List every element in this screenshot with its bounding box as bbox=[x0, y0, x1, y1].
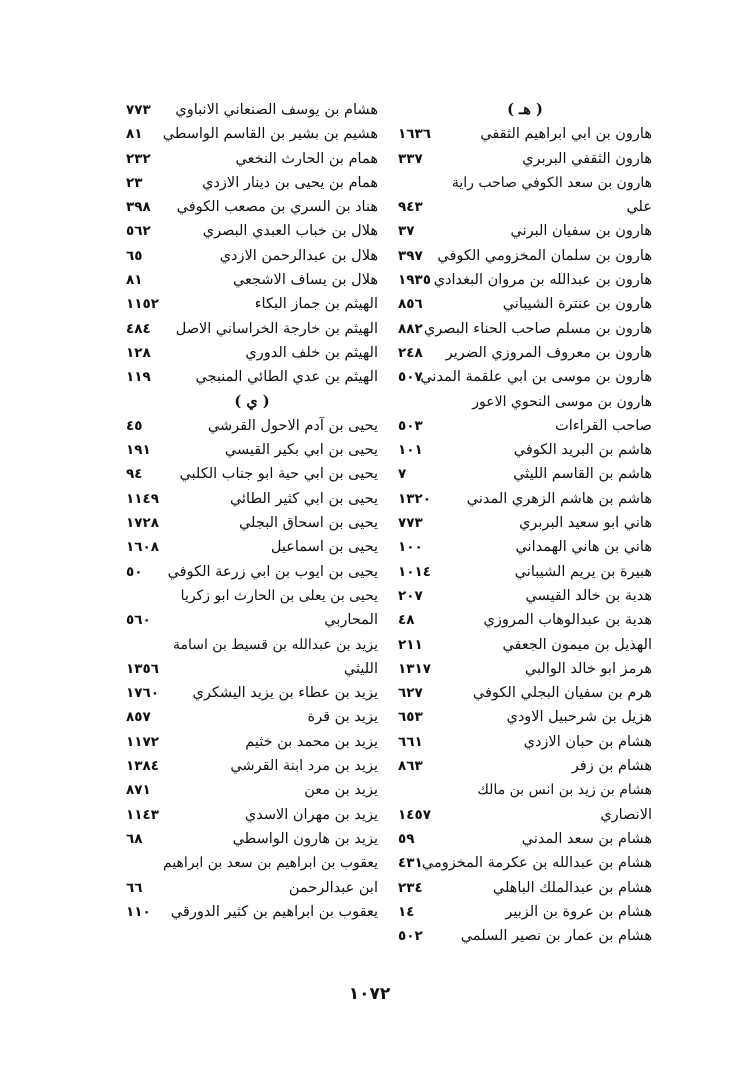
index-column-right bbox=[398, 98, 652, 948]
entry-name: همام بن الحارث النخعي bbox=[235, 150, 378, 167]
entry-number: ٧ bbox=[398, 466, 407, 483]
entry-name: يحيى بن اسحاق البجلي bbox=[238, 515, 378, 532]
index-entry bbox=[126, 438, 378, 462]
index-entry bbox=[398, 341, 652, 365]
entry-number: ٦٥ bbox=[126, 247, 143, 264]
entry-number: ٤٨٤ bbox=[126, 320, 151, 337]
entry-name: الهيثم بن جماز البكاء bbox=[254, 296, 378, 313]
entry-name: يزيد بن عبدالله بن قسيط بن اسامة bbox=[172, 636, 378, 653]
entry-number: ٥٠٢ bbox=[398, 928, 423, 945]
entry-number: ١٦٠٨ bbox=[126, 539, 159, 556]
entry-name: هارون بن سعد الكوفي صاحب راية bbox=[451, 174, 652, 191]
entry-name: هرم بن سفيان البجلي الكوفي bbox=[472, 685, 652, 702]
entry-name: يحيى بن ابي كثير الطائي bbox=[229, 490, 378, 507]
index-entry bbox=[126, 147, 378, 171]
section-letter: ( هـ ) bbox=[507, 101, 543, 118]
entry-name: هشام بن يوسف الصنعاني الانباوي bbox=[175, 102, 378, 118]
index-entry bbox=[126, 487, 378, 511]
entry-number: ١١٩ bbox=[126, 369, 151, 386]
index-entry bbox=[398, 778, 652, 802]
entry-number: ١٩١ bbox=[126, 442, 151, 459]
index-entry bbox=[126, 511, 378, 535]
entry-name: يحيى بن آدم الاحول القرشي bbox=[207, 417, 378, 434]
entry-name: الهيثم بن عدي الطائي المنبجي bbox=[195, 369, 378, 386]
entry-name: يزيد بن معن bbox=[304, 782, 378, 799]
entry-name: هشيم بن بشير بن القاسم الواسطي bbox=[162, 126, 378, 143]
entry-number: ٨١ bbox=[126, 126, 143, 143]
entry-number: ٤٨ bbox=[398, 612, 415, 629]
index-entry bbox=[126, 219, 378, 243]
entry-name: هاني ابو سعيد البربري bbox=[519, 515, 652, 532]
entry-name: هدبة بن خالد القيسي bbox=[525, 587, 652, 604]
section-letter: ( ي ) bbox=[234, 392, 270, 410]
index-entry bbox=[398, 195, 652, 219]
index-entry bbox=[398, 171, 652, 195]
index-entry bbox=[126, 365, 378, 389]
entry-name: يحيى بن ابي حية ابو جناب الكلبي bbox=[179, 466, 378, 483]
entry-name: هارون الثقفي البربري bbox=[522, 150, 652, 167]
index-entry bbox=[398, 535, 652, 559]
entry-name: هارون بن سلمان المخزومي الكوفي bbox=[437, 247, 652, 264]
entry-name: هاشم بن القاسم الليثي bbox=[513, 466, 652, 483]
entry-number: ٢٣ bbox=[126, 174, 143, 191]
index-entry bbox=[126, 900, 378, 924]
entry-name: هلال بن عبدالرحمن الازدي bbox=[219, 247, 378, 264]
entry-number: ٨٥٦ bbox=[398, 296, 423, 313]
index-entry bbox=[126, 462, 378, 486]
index-entry bbox=[398, 803, 652, 827]
index-entry bbox=[398, 584, 652, 608]
index-entry bbox=[126, 560, 378, 584]
entry-name: هناد بن السري بن مصعب الكوفي bbox=[176, 199, 378, 216]
index-entry bbox=[126, 876, 378, 900]
index-entry bbox=[126, 827, 378, 851]
index-entry bbox=[398, 924, 652, 948]
index-entry bbox=[126, 657, 378, 681]
entry-name: المحاربي bbox=[324, 612, 378, 629]
entry-number: ١٣١٧ bbox=[398, 660, 431, 677]
entry-name: هبيرة بن يريم الشيباني bbox=[514, 563, 652, 580]
entry-number: ٨٨٢ bbox=[398, 320, 423, 337]
entry-number: ١٣٢٠ bbox=[398, 490, 431, 507]
entry-number: ٢٠٧ bbox=[398, 587, 423, 604]
index-entry bbox=[126, 122, 378, 146]
entry-number: ١١٤٣ bbox=[126, 806, 159, 823]
index-entry bbox=[398, 511, 652, 535]
index-entry bbox=[126, 803, 378, 827]
entry-number: ٨٥٧ bbox=[126, 709, 151, 726]
index-entry bbox=[126, 681, 378, 705]
index-entry bbox=[398, 705, 652, 729]
entry-name: هارون بن سفيان البرني bbox=[510, 223, 652, 240]
entry-name: هزيل بن شرحبيل الاودي bbox=[506, 709, 652, 726]
entry-name: هارون بن عبدالله بن مروان البغدادي bbox=[433, 272, 652, 289]
entry-name: هشام بن عبدالله بن عكرمة المخزومي bbox=[421, 855, 652, 872]
index-entry bbox=[398, 219, 652, 243]
entry-name: الانصاري bbox=[600, 806, 652, 823]
index-entry bbox=[398, 390, 652, 414]
index-entry bbox=[398, 754, 652, 778]
entry-number: ١٣٨٤ bbox=[126, 758, 159, 775]
entry-number: ١٠٠ bbox=[398, 539, 423, 556]
entry-name: هاني بن هاني الهمداني bbox=[515, 539, 652, 556]
entry-number: ١٧٦٠ bbox=[126, 685, 159, 702]
entry-name: هاشم بن هاشم الزهري المدني bbox=[466, 490, 652, 507]
entry-number: ١١٧٢ bbox=[126, 733, 159, 750]
entry-number: ٢٤٨ bbox=[398, 344, 423, 361]
entry-name: يحيى بن ايوب بن ابي زرعة الكوفي bbox=[167, 563, 378, 580]
entry-name: يزيد بن قرة bbox=[307, 709, 378, 726]
index-entry bbox=[126, 584, 378, 608]
entry-number: ٦٥٣ bbox=[398, 709, 423, 726]
index-entry bbox=[398, 657, 652, 681]
entry-name: هاشم بن البريد الكوفي bbox=[513, 442, 652, 459]
entry-number: ٢٣٢ bbox=[126, 150, 151, 167]
entry-number: ٥٦٢ bbox=[126, 223, 151, 240]
entry-name: هشام بن سعد المدني bbox=[521, 830, 652, 847]
entry-name: هارون بن عنترة الشيباني bbox=[502, 296, 652, 313]
entry-name: هشام بن عمار بن نصير السلمي bbox=[460, 928, 652, 945]
entry-name: هارون بن مسلم صاحب الحناء البصري bbox=[423, 320, 652, 337]
index-entry bbox=[126, 754, 378, 778]
entry-number: ٩٤٣ bbox=[398, 199, 423, 216]
entry-name: هارون بن موسى النحوي الاعور bbox=[472, 393, 652, 410]
entry-name: الليثي bbox=[343, 660, 378, 677]
entry-number: ١٠١٤ bbox=[398, 563, 431, 580]
entry-name: هشام بن زيد بن انس بن مالك bbox=[477, 782, 652, 799]
entry-number: ٣٩٨ bbox=[126, 199, 151, 216]
index-column-left bbox=[126, 98, 378, 924]
index-entry bbox=[126, 778, 378, 802]
entry-number: ١١٥٢ bbox=[126, 296, 159, 313]
entry-number: ٢١١ bbox=[398, 636, 423, 653]
entry-number: ٥٠٣ bbox=[398, 417, 423, 434]
index-entry bbox=[398, 608, 652, 632]
entry-name: يزيد بن عطاء بن يزيد اليشكري bbox=[192, 685, 378, 702]
entry-name: الهيثم بن خارجة الخراساني الاصل bbox=[175, 320, 378, 337]
entry-number: ٤٥ bbox=[126, 417, 143, 434]
index-entry bbox=[398, 365, 652, 389]
index-entry bbox=[126, 730, 378, 754]
index-entry bbox=[126, 341, 378, 365]
entry-name: هلال بن يساف الاشجعي bbox=[232, 272, 378, 289]
index-entry bbox=[126, 98, 378, 122]
entry-number: ١٤ bbox=[398, 903, 415, 920]
entry-name: هدية بن عبدالوهاب المروزي bbox=[483, 612, 652, 629]
entry-number: ٦٦١ bbox=[398, 733, 423, 750]
entry-name: هشام بن عبدالملك الباهلي bbox=[492, 879, 652, 896]
index-entry bbox=[398, 900, 652, 924]
entry-number: ٦٢٧ bbox=[398, 685, 423, 702]
index-entry bbox=[126, 268, 378, 292]
entry-number: ١٦٣٦ bbox=[398, 126, 431, 143]
index-entry bbox=[398, 681, 652, 705]
index-entry bbox=[398, 876, 652, 900]
index-entry bbox=[398, 633, 652, 657]
entry-number: ٥٦٠ bbox=[126, 612, 151, 629]
entry-number: ٧٧٣ bbox=[126, 102, 151, 118]
index-entry bbox=[398, 487, 652, 511]
entry-name: الهذيل بن ميمون الجعفي bbox=[502, 636, 652, 653]
entry-number: ٨١ bbox=[126, 272, 143, 289]
index-entry bbox=[126, 414, 378, 438]
index-entry bbox=[126, 317, 378, 341]
entry-name: علي bbox=[626, 199, 652, 216]
entry-name: هلال بن خباب العبدي البصري bbox=[202, 223, 378, 240]
entry-name: هارون بن موسى بن ابي علقمة المدني bbox=[420, 369, 652, 386]
index-entry bbox=[126, 851, 378, 875]
section-heading bbox=[398, 98, 652, 122]
entry-name: يحيى بن ابي بكير القيسي bbox=[224, 442, 378, 459]
entry-number: ٦٨ bbox=[126, 830, 143, 847]
entry-number: ٣٧ bbox=[398, 223, 415, 240]
index-entry bbox=[398, 244, 652, 268]
index-entry bbox=[126, 608, 378, 632]
page-number: ١٠٧٢ bbox=[348, 984, 391, 1004]
entry-number: ٨٦٣ bbox=[398, 758, 423, 775]
entry-name: يزيد بن محمد بن خثيم bbox=[245, 733, 378, 750]
index-entry bbox=[398, 292, 652, 316]
entry-number: ١٤٥٧ bbox=[398, 806, 431, 823]
index-entry bbox=[398, 438, 652, 462]
entry-number: ٦٦ bbox=[126, 879, 143, 896]
index-entry bbox=[126, 244, 378, 268]
entry-number: ١٩٣٥ bbox=[398, 272, 431, 289]
entry-name: هشام بن عروة بن الزبير bbox=[505, 903, 652, 920]
entry-number: ٧٧٣ bbox=[398, 515, 423, 532]
index-entry bbox=[398, 730, 652, 754]
entry-number: ٥٠ bbox=[126, 563, 143, 580]
entry-name: يعقوب بن ابراهيم بن سعد بن ابراهيم bbox=[163, 855, 378, 872]
entry-number: ٩٤ bbox=[126, 466, 143, 483]
entry-name: هشام بن حبان الازدي bbox=[523, 733, 652, 750]
entry-number: ١١٤٩ bbox=[126, 490, 159, 507]
entry-name: يعقوب بن ابراهيم بن كثير الدورقي bbox=[170, 903, 378, 920]
entry-number: ٣٩٧ bbox=[398, 247, 423, 264]
index-entry bbox=[398, 317, 652, 341]
index-entry bbox=[398, 122, 652, 146]
section-heading bbox=[126, 390, 378, 414]
entry-number: ٤٣١ bbox=[398, 855, 423, 872]
entry-name: يزيد بن مرد ابنة القرشي bbox=[230, 758, 378, 775]
entry-name: الهيثم بن خلف الدوري bbox=[245, 344, 378, 361]
entry-name: يزيد بن مهران الاسدي bbox=[244, 806, 378, 823]
index-entry bbox=[398, 827, 652, 851]
index-entry bbox=[398, 147, 652, 171]
entry-number: ٨٧١ bbox=[126, 782, 151, 799]
index-entry bbox=[398, 268, 652, 292]
entry-name: هارون بن معروف المروزي الضرير bbox=[445, 344, 652, 361]
entry-number: ١٢٨ bbox=[126, 344, 151, 361]
entry-name: همام بن يحيى بن دينار الازدي bbox=[202, 174, 378, 191]
entry-number: ٢٣٤ bbox=[398, 879, 423, 896]
index-entry bbox=[126, 705, 378, 729]
index-entry bbox=[398, 462, 652, 486]
entry-number: ١٧٢٨ bbox=[126, 515, 159, 532]
index-entry bbox=[126, 633, 378, 657]
entry-number: ٣٣٧ bbox=[398, 150, 423, 167]
entry-name: هارون بن ابي ابراهيم الثقفي bbox=[480, 126, 652, 143]
entry-name: هرمز ابو خالد الوالبي bbox=[524, 660, 652, 677]
entry-name: صاحب القراءات bbox=[555, 417, 652, 434]
entry-number: ١٠١ bbox=[398, 442, 423, 459]
entry-name: يحيى بن يعلى بن الحارث ابو زكريا bbox=[180, 587, 378, 604]
index-entry bbox=[126, 171, 378, 195]
entry-number: ١٣٥٦ bbox=[126, 660, 159, 677]
index-entry bbox=[398, 851, 652, 875]
entry-name: ابن عبدالرحمن bbox=[288, 879, 378, 896]
entry-number: ٥٠٧ bbox=[398, 369, 423, 386]
entry-number: ١١٠ bbox=[126, 903, 151, 920]
entry-name: يزيد بن هارون الواسطي bbox=[232, 830, 378, 847]
index-entry bbox=[398, 560, 652, 584]
index-entry bbox=[398, 414, 652, 438]
index-entry bbox=[126, 535, 378, 559]
entry-name: يحيى بن اسماعيل bbox=[270, 539, 378, 556]
entry-number: ٥٩ bbox=[398, 830, 415, 847]
index-entry bbox=[126, 195, 378, 219]
index-entry bbox=[126, 292, 378, 316]
entry-name: هشام بن زفر bbox=[571, 758, 652, 775]
